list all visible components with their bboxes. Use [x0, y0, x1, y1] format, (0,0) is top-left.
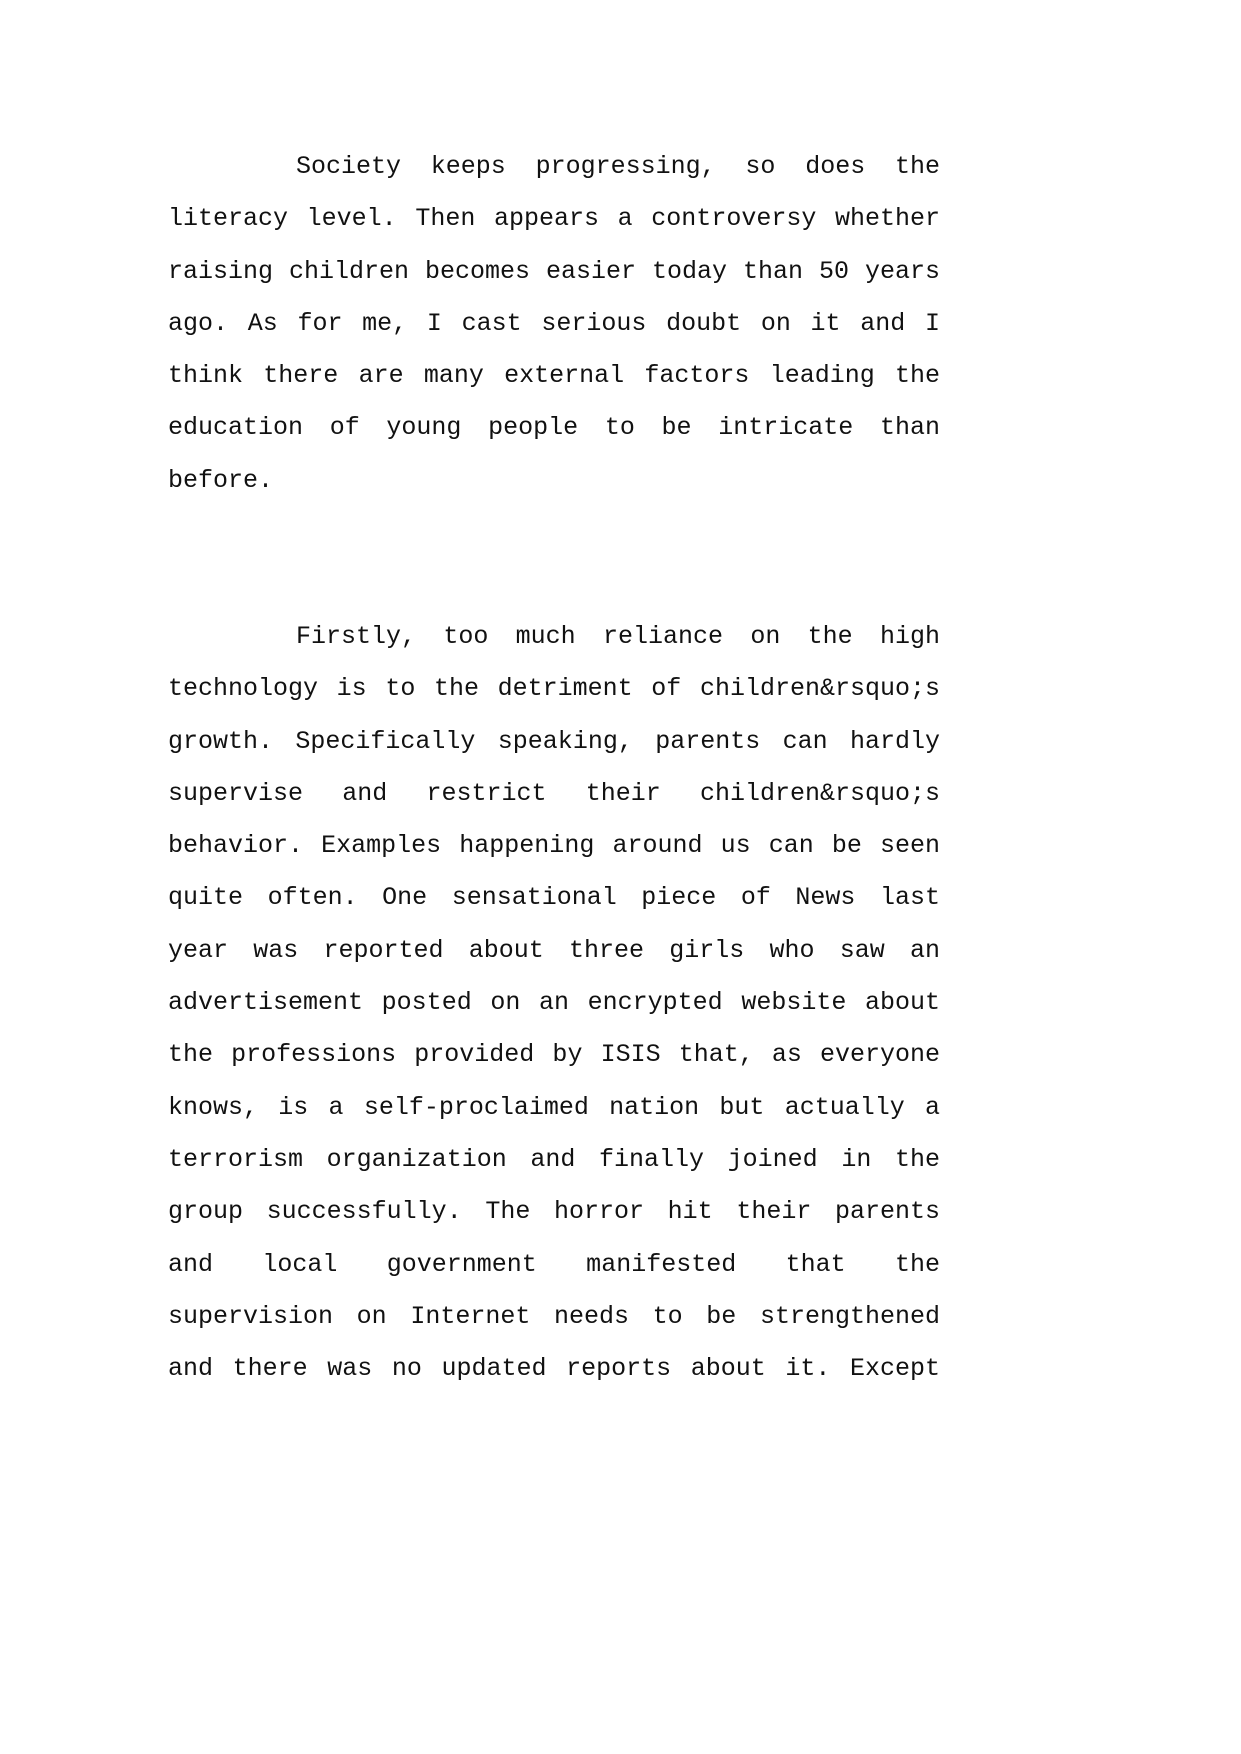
text-line: behavior. Examples happening around us can be seen [168, 831, 940, 861]
text-line: year was reported about three girls who saw an [168, 935, 940, 965]
text-line: think there are many external factors leading the [168, 361, 940, 391]
text-line: knows, is a self-proclaimed nation but actually a [168, 1092, 940, 1122]
text-line: and local government manifested that the [168, 1249, 940, 1279]
text-line: raising children becomes easier today than 50 years [168, 256, 940, 286]
text-line: supervise and restrict their children&rsquo;s [168, 778, 940, 808]
text-line: quite often. One sensational piece of News last [168, 883, 940, 913]
text-line: education of young people to be intricate than [168, 413, 940, 443]
text-line: before. [168, 465, 274, 495]
text-line: Society keeps progressing, so does the [296, 152, 940, 181]
text-line: Firstly, too much reliance on the high [296, 622, 940, 651]
text-line: the professions provided by ISIS that, as everyone [168, 1040, 940, 1070]
text-line: terrorism organization and finally joined in the [168, 1144, 940, 1174]
text-line: supervision on Internet needs to be strengthened [168, 1301, 940, 1331]
text-line: technology is to the detriment of children&rsquo;s [168, 674, 940, 704]
text-line: group successfully. The horror hit their parents [168, 1197, 940, 1227]
text-line: growth. Specifically speaking, parents can hardly [168, 726, 940, 756]
text-line: ago. As for me, I cast serious doubt on it and I [168, 308, 940, 338]
text-line: advertisement posted on an encrypted website about [168, 988, 940, 1018]
text-line: and there was no updated reports about it. Except [168, 1354, 940, 1384]
text-line: literacy level. Then appears a controversy whether [168, 204, 940, 234]
paragraph-introduction [168, 141, 940, 507]
paragraph-body-1 [168, 611, 940, 1395]
